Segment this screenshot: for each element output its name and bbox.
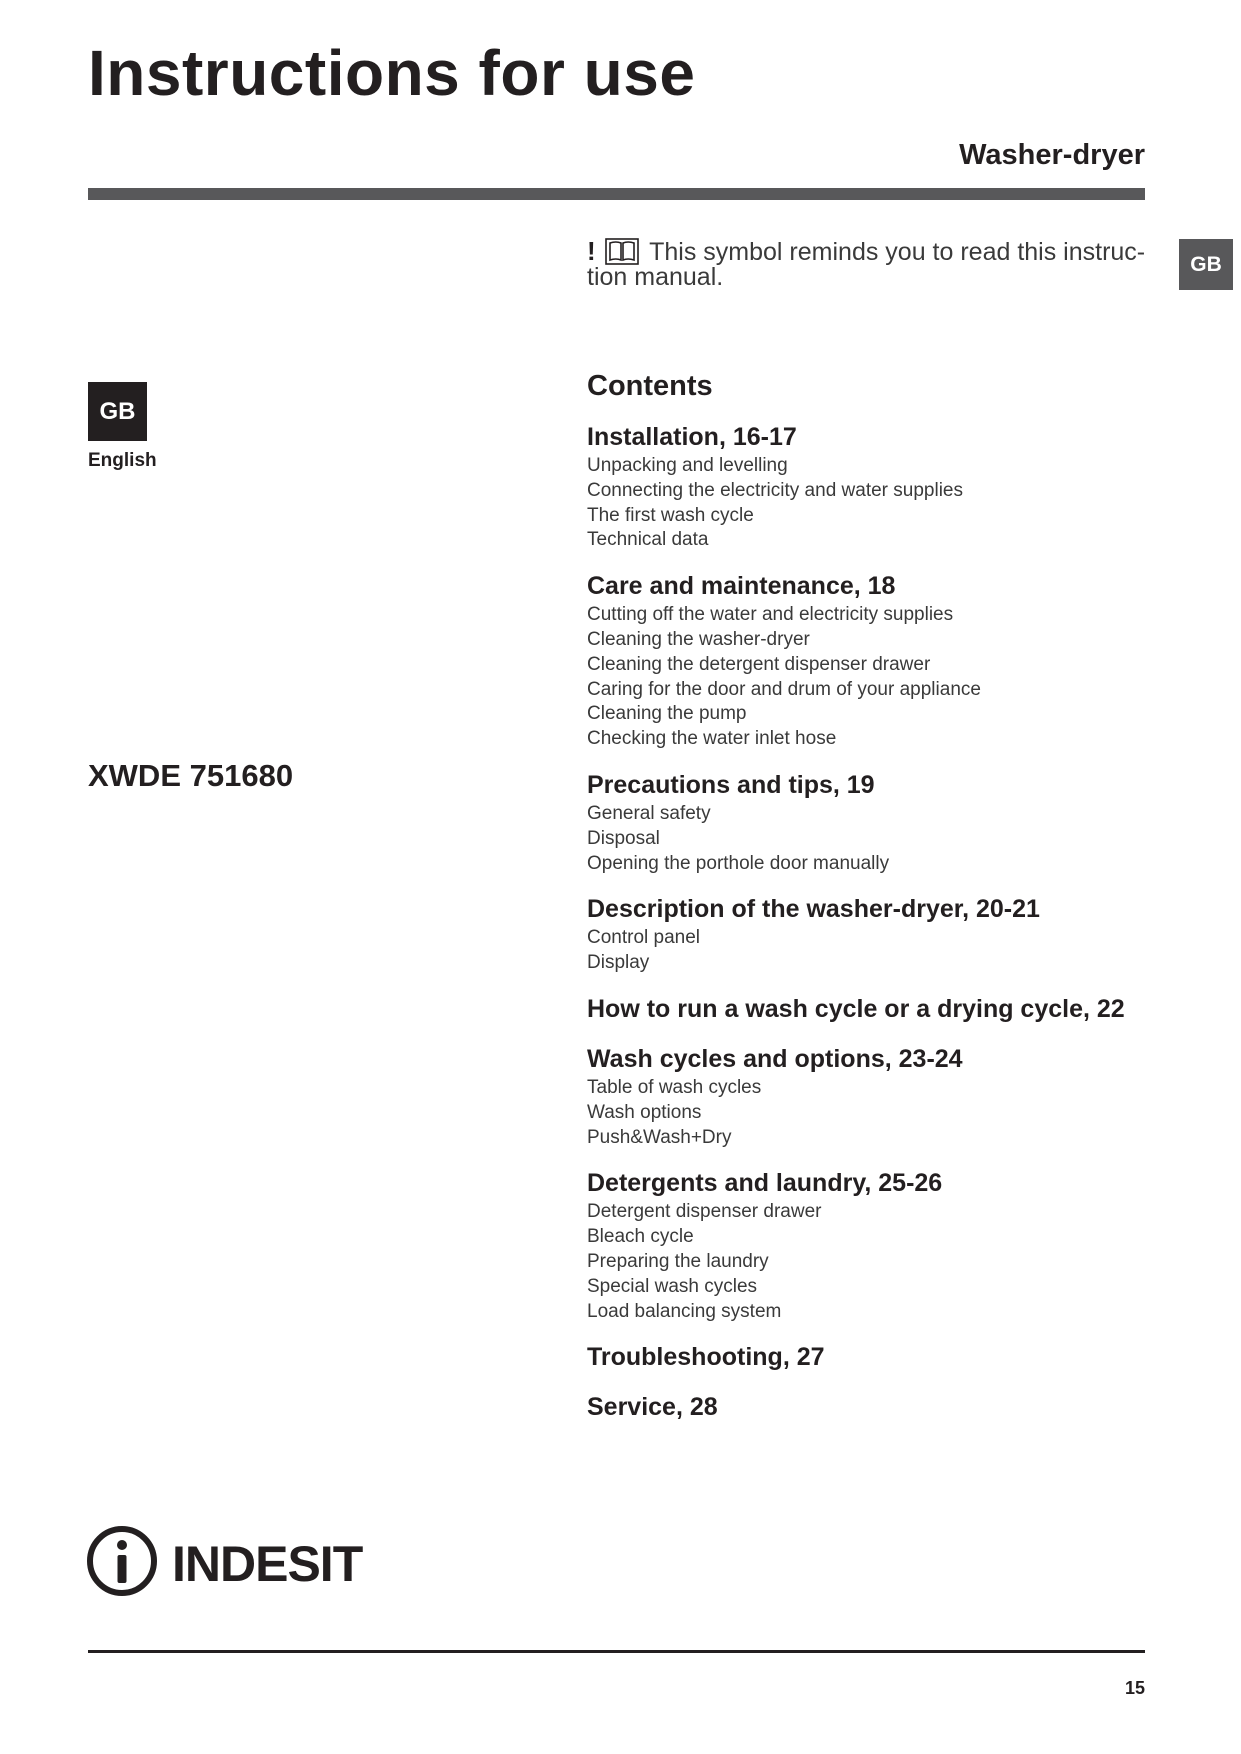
indesit-logo-icon (86, 1523, 376, 1599)
section-item: Load balancing system (587, 1300, 782, 1322)
language-code: GB (99, 397, 136, 425)
table-of-contents (587, 369, 1147, 1440)
contents-section (587, 1390, 1147, 1424)
read-manual-notice (587, 238, 1147, 290)
contents-section (587, 569, 1147, 752)
section-item: Technical data (587, 529, 709, 551)
section-item: General safety (587, 802, 711, 824)
notice-text: This symbol reminds you to read this instruc-tion manual. (587, 238, 1146, 291)
contents-section (587, 420, 1147, 553)
section-item: Push&Wash+Dry (587, 1126, 732, 1148)
contents-section (587, 1340, 1147, 1374)
section-heading: Precautions and tips, 19 (587, 770, 875, 799)
section-item: Cutting off the water and electricity supplies (587, 604, 954, 626)
section-heading: Installation, 16-17 (587, 423, 797, 451)
section-heading: How to run a wash cycle or a drying cycle, 22 (587, 994, 1125, 1023)
page-title: Instructions for use (88, 37, 696, 109)
section-item: Connecting the electricity and water supplies (587, 479, 963, 501)
section-item: Display (587, 952, 650, 974)
section-heading: Troubleshooting, 27 (587, 1343, 825, 1372)
section-item: Table of wash cycles (587, 1076, 762, 1098)
model-number: XWDE 751680 (88, 758, 294, 793)
section-heading: Detergents and laundry, 25-26 (587, 1169, 943, 1198)
brand-logo (86, 1523, 376, 1604)
contents-section (587, 892, 1147, 976)
section-item: Cleaning the washer-dryer (587, 628, 810, 650)
section-item: Bleach cycle (587, 1226, 694, 1248)
section-heading: Wash cycles and options, 23-24 (587, 1044, 963, 1073)
section-item: Unpacking and levelling (587, 455, 788, 476)
contents-heading: Contents (587, 370, 713, 402)
notice-exclamation: ! (587, 236, 596, 266)
contents-section (587, 768, 1147, 876)
section-item: Cleaning the pump (587, 703, 747, 725)
contents-section (587, 1166, 1147, 1324)
svg-text:INDESIT: INDESIT (172, 1536, 363, 1592)
language-label: English (88, 450, 157, 471)
section-item: Opening the porthole door manually (587, 852, 890, 874)
section-item: Wash options (587, 1101, 702, 1123)
section-item: The first wash cycle (587, 504, 754, 526)
contents-section (587, 992, 1147, 1026)
section-heading: Care and maintenance, 18 (587, 572, 896, 601)
section-item: Special wash cycles (587, 1275, 758, 1297)
contents-sections (587, 420, 1147, 1424)
language-badge (88, 382, 147, 441)
footer-rule (88, 1650, 1145, 1653)
section-item: Control panel (587, 927, 701, 949)
product-type: Washer-dryer (959, 139, 1145, 171)
section-item: Cleaning the detergent dispenser drawer (587, 653, 931, 675)
section-item: Caring for the door and drum of your appliance (587, 678, 981, 700)
page-number: 15 (1124, 1678, 1145, 1698)
book-icon (603, 238, 650, 266)
section-item: Checking the water inlet hose (587, 728, 837, 750)
language-side-tab (1179, 239, 1233, 290)
header-rule (88, 188, 1145, 200)
contents-section (587, 1042, 1147, 1150)
section-item: Preparing the laundry (587, 1250, 769, 1272)
section-item: Detergent dispenser drawer (587, 1201, 822, 1223)
section-heading: Description of the washer-dryer, 20-21 (587, 895, 1040, 924)
side-tab-label: GB (1190, 252, 1222, 276)
section-item: Disposal (587, 827, 660, 849)
section-heading: Service, 28 (587, 1393, 718, 1422)
